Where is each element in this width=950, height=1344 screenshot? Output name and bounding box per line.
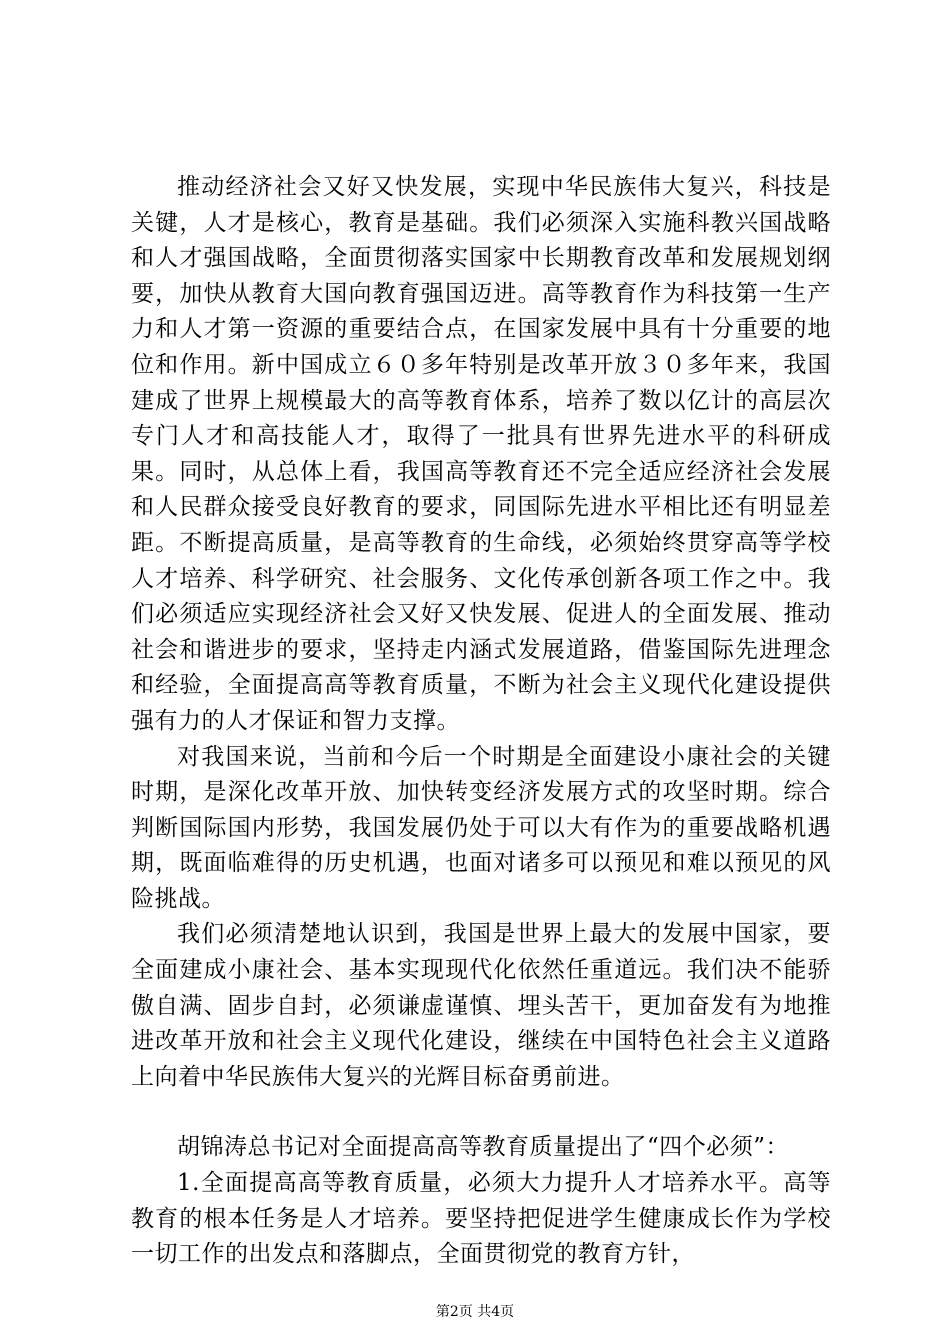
page-footer: 第2页 共4页	[435, 1304, 515, 1320]
document-body	[131, 170, 831, 1273]
paragraph-3: 我们必须清楚地认识到，我国是世界上最大的发展中国家，要全面建成小康社会、基本实现现代化依然任重道远。我们决不能骄傲自满、固步自封，必须谦虚谨慎、埋头苦干，更加奋发有为地推进改革开放和社会主义现代化建设，继续在中国特色社会主义道路上向着中华民族伟大复兴的光辉目标奋勇前进。	[131, 921, 831, 1090]
paragraph-4: 胡锦涛总书记对全面提高高等教育质量提出了“四个必须”：	[177, 1134, 790, 1161]
paragraph-2: 对我国来说，当前和今后一个时期是全面建设小康社会的关键时期，是深化改革开放、加快转变经济发展方式的攻坚时期。综合判断国际国内形势，我国发展仍处于可以大有作为的重要战略机遇期，既面临难得的历史机遇，也面对诸多可以预见和难以预见的风险挑战。	[131, 743, 831, 912]
paragraph-5: 1.全面提高高等教育质量，必须大力提升人才培养水平。高等教育的根本任务是人才培养。要坚持把促进学生健康成长作为学校一切工作的出发点和落脚点，全面贯彻党的教育方针，	[131, 1170, 831, 1268]
paragraph-1: 推动经济社会又好又快发展，实现中华民族伟大复兴，科技是关键，人才是核心，教育是基础。我们必须深入实施科教兴国战略和人才强国战略，全面贯彻落实国家中长期教育改革和发展规划纲要，加快从教育大国向教育强国迈进。高等教育作为科技第一生产力和人才第一资源的重要结合点，在国家发展中具有十分重要的地位和作用。新中国成立６０多年特别是改革开放３０多年来，我国建成了世界上规模最大的高等教育体系，培养了数以亿计的高层次专门人才和高技能人才，取得了一批具有世界先进水平的科研成果。同时，从总体上看，我国高等教育还不完全适应经济社会发展和人民群众接受良好教育的要求，同国际先进水平相比还有明显差距。不断提高质量，是高等教育的生命线，必须始终贯穿高等学校人才培养、科学研究、社会服务、文化传承创新各项工作之中。我们必须适应实现经济社会又好又快发展、促进人的全面发展、推动社会和谐进步的要求，坚持走内涵式发展道路，借鉴国际先进理念和经验，全面提高高等教育质量，不断为社会主义现代化建设提供强有力的人才保证和智力支撑。	[131, 174, 831, 734]
